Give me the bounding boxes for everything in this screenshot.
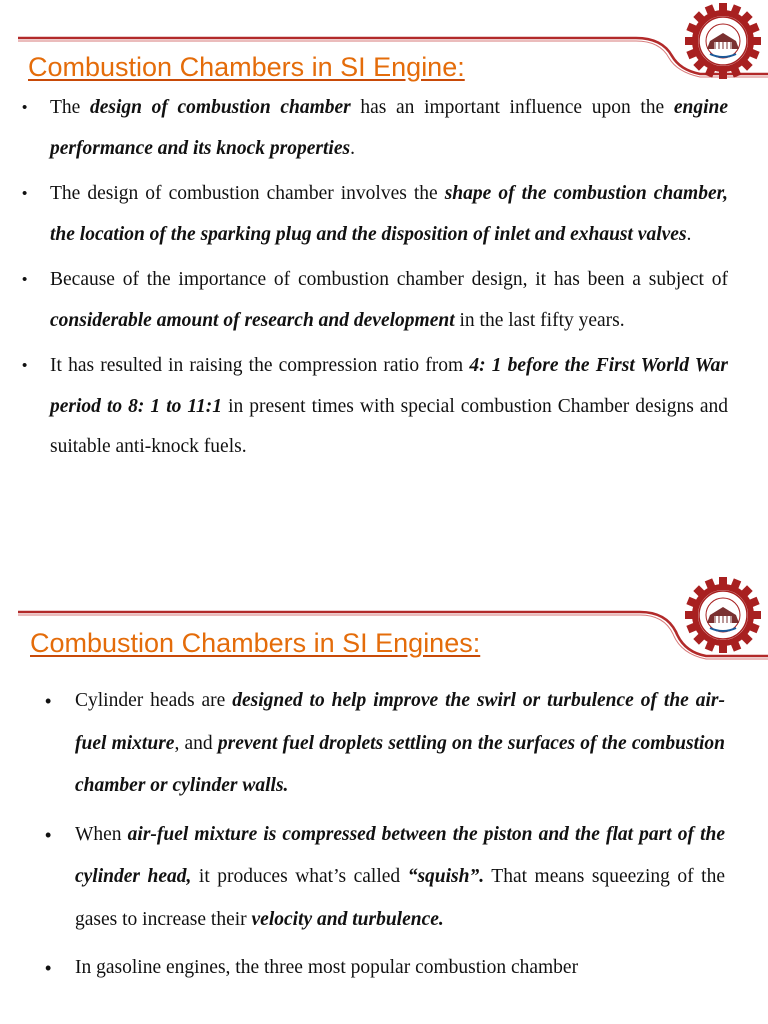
university-seal-icon [684, 576, 762, 654]
body-text: The [50, 97, 90, 118]
emphasis-text: engine performance and its knock properties [50, 97, 728, 159]
body-text: In gasoline engines, the three most popular combustion chamber [75, 957, 579, 978]
bullet-item [22, 260, 728, 341]
bullet-item [45, 947, 725, 990]
body-text: The design of combustion chamber involves the [50, 183, 445, 204]
body-text: When [75, 823, 128, 845]
body-text: , and [174, 732, 218, 754]
slide-title: Combustion Chambers in SI Engines: [30, 628, 481, 658]
body-text: That means squeezing of the gases to increase their [75, 866, 725, 930]
bullet-icon: • [22, 357, 28, 374]
emphasis-text: shape of the combustion chamber, the location of the sparking plug and the disposition of inlet and exhaust valves [50, 183, 728, 245]
bullet-item [22, 174, 728, 255]
slide-2 [0, 572, 768, 1024]
emphasis-text: considerable amount of research and development [50, 309, 455, 331]
bullet-icon: • [22, 271, 28, 288]
body-text: . [686, 223, 692, 245]
emphasis-text: velocity and turbulence. [251, 908, 444, 930]
body-text: in present times with special combustion Chamber designs and suitable anti-knock fuels. [50, 395, 728, 457]
body-text: . [350, 137, 355, 159]
body-text: Because of the importance of combustion chamber design, it has been a subject of [50, 269, 728, 290]
emphasis-text: air-fuel mixture is compressed between the piston and the flat part of the cylinder head, [75, 823, 726, 887]
bullet-item [22, 346, 728, 468]
body-text: Cylinder heads are [75, 690, 233, 711]
bullet-list [22, 88, 728, 473]
bullet-item [45, 814, 726, 942]
body-text: has an important influence upon the [350, 97, 674, 118]
emphasis-text: “squish”. [407, 866, 485, 887]
body-text: It has resulted in raising the compression ratio from [50, 355, 470, 376]
bullet-icon: • [22, 185, 28, 202]
emphasis-text: 4: 1 before the First World War period to 8: 1 to 11:1 [50, 355, 728, 417]
emphasis-text: prevent fuel droplets settling on the surfaces of the combustion chamber or cylinder walls. [75, 732, 726, 796]
bullet-icon: • [45, 824, 52, 845]
body-text: in the last fifty years. [454, 309, 625, 331]
bullet-icon: • [45, 691, 52, 711]
bullet-item [45, 680, 726, 808]
bullet-item [22, 88, 728, 169]
university-seal-icon [684, 2, 762, 80]
bullet-list [45, 680, 726, 996]
emphasis-text: designed to help improve the swirl or turbulence of the air-fuel mixture [75, 690, 725, 754]
emphasis-text: design of combustion chamber [89, 97, 351, 118]
bullet-icon: • [22, 99, 28, 116]
bullet-icon: • [45, 958, 52, 978]
body-text: it produces what’s called [191, 866, 408, 887]
slide-title: Combustion Chambers in SI Engine: [28, 52, 465, 82]
